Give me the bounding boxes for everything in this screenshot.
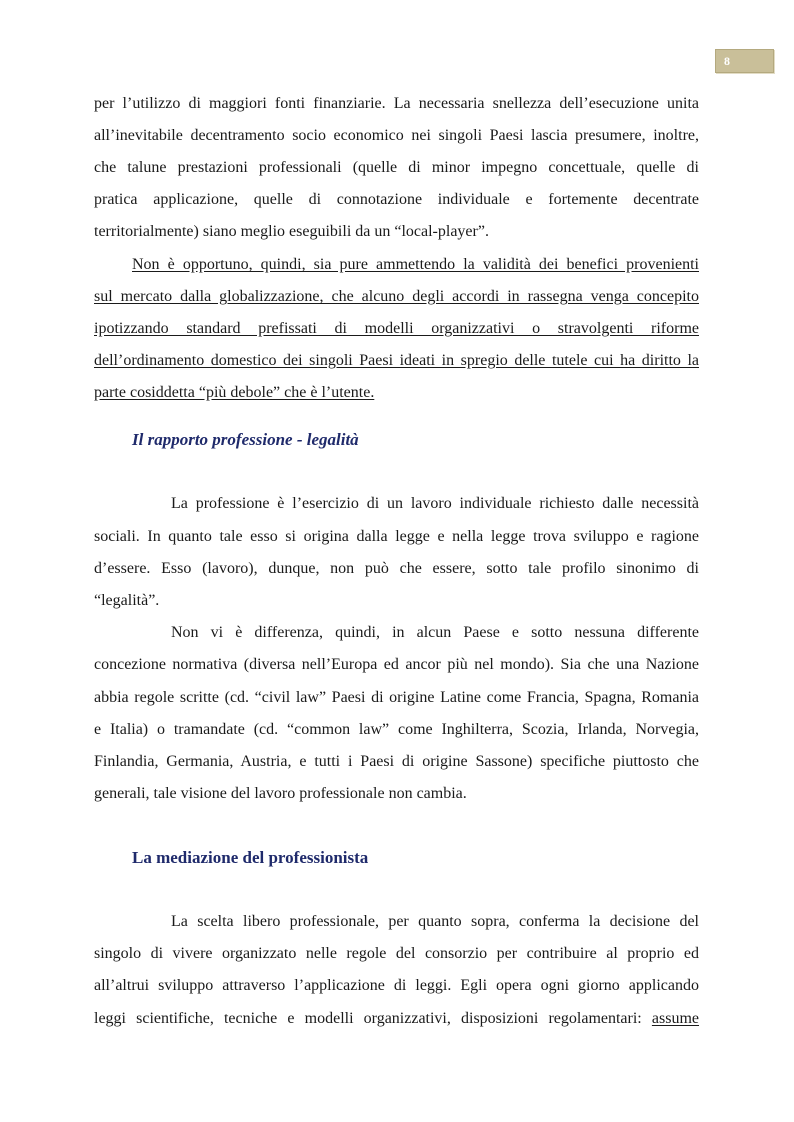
p5-line: singolo di vivere organizzato nelle regole del consorzio per contribuire al proprio ed [94, 945, 699, 962]
p4-line: generali, tale visione del lavoro professionale non cambia. [94, 785, 467, 802]
section-heading-legalita: Il rapporto professione - legalità [132, 430, 359, 449]
section-heading-mediazione: La mediazione del professionista [132, 848, 369, 867]
p4-line: concezione normativa (diversa nell’Europa ed ancor più nel mondo). Sia che una Nazione [94, 656, 699, 673]
p1-line: pratica applicazione, quelle di connotazione individuale e fortemente decentrate [94, 191, 699, 208]
p2-line: ipotizzando standard prefissati di modelli organizzativi o stravolgenti riforme [94, 320, 699, 337]
p1-line: territorialmente) siano meglio eseguibili da un “local-player”. [94, 223, 489, 240]
p5-underlined-word: assume [651, 1010, 700, 1027]
p4-line: e Italia) o tramandate (cd. “common law” come Inghilterra, Scozia, Irlanda, Norvegia, [94, 721, 699, 738]
p1-line: per l’utilizzo di maggiori fonti finanziarie. La necessaria snellezza dell’esecuzione unita [94, 95, 699, 112]
p3-line: d’essere. Esso (lavoro), dunque, non può che essere, sotto tale profilo sinonimo di [94, 560, 699, 577]
p3-line: “legalità”. [94, 592, 160, 609]
p5-line: La scelta libero professionale, per quanto sopra, conferma la decisione del [171, 913, 699, 930]
p3-line: sociali. In quanto tale esso si origina dalla legge e nella legge trova sviluppo e ragione [94, 528, 699, 545]
p5-line [94, 1009, 699, 1029]
p2-line: sul mercato dalla globalizzazione, che alcuno degli accordi in rassegna venga concepito [94, 288, 699, 305]
p4-line: abbia regole scritte (cd. “civil law” Paesi di origine Latine come Francia, Spagna, Romania [94, 689, 699, 706]
page-number-badge [715, 49, 774, 73]
p2-line: parte cosiddetta “più debole” che è l’utente. [94, 384, 375, 401]
p5-line-text: leggi scientifiche, tecniche e modelli organizzativi, disposizioni regolamentari: [94, 1010, 642, 1027]
p5-line: all’altrui sviluppo attraverso l’applicazione di leggi. Egli opera ogni giorno applicando [94, 977, 699, 994]
p4-line: Finlandia, Germania, Austria, e tutti i Paesi di origine Sassone) specifiche piuttosto che [94, 753, 699, 770]
p2-line: dell’ordinamento domestico dei singoli Paesi ideati in spregio delle tutele cui ha diritto la [94, 352, 699, 369]
p4-line: Non vi è differenza, quindi, in alcun Paese e sotto nessuna differente [171, 624, 699, 641]
p2-line: Non è opportuno, quindi, sia pure ammettendo la validità dei benefici provenienti [132, 256, 699, 273]
page-number: 8 [724, 54, 730, 68]
p3-line: La professione è l’esercizio di un lavoro individuale richiesto dalle necessità [171, 495, 699, 512]
p1-line: che talune prestazioni professionali (quelle di minor impegno concettuale, quelle di [94, 159, 699, 176]
p1-line: all’inevitabile decentramento socio economico nei singoli Paesi lascia presumere, inoltre, [94, 127, 699, 144]
